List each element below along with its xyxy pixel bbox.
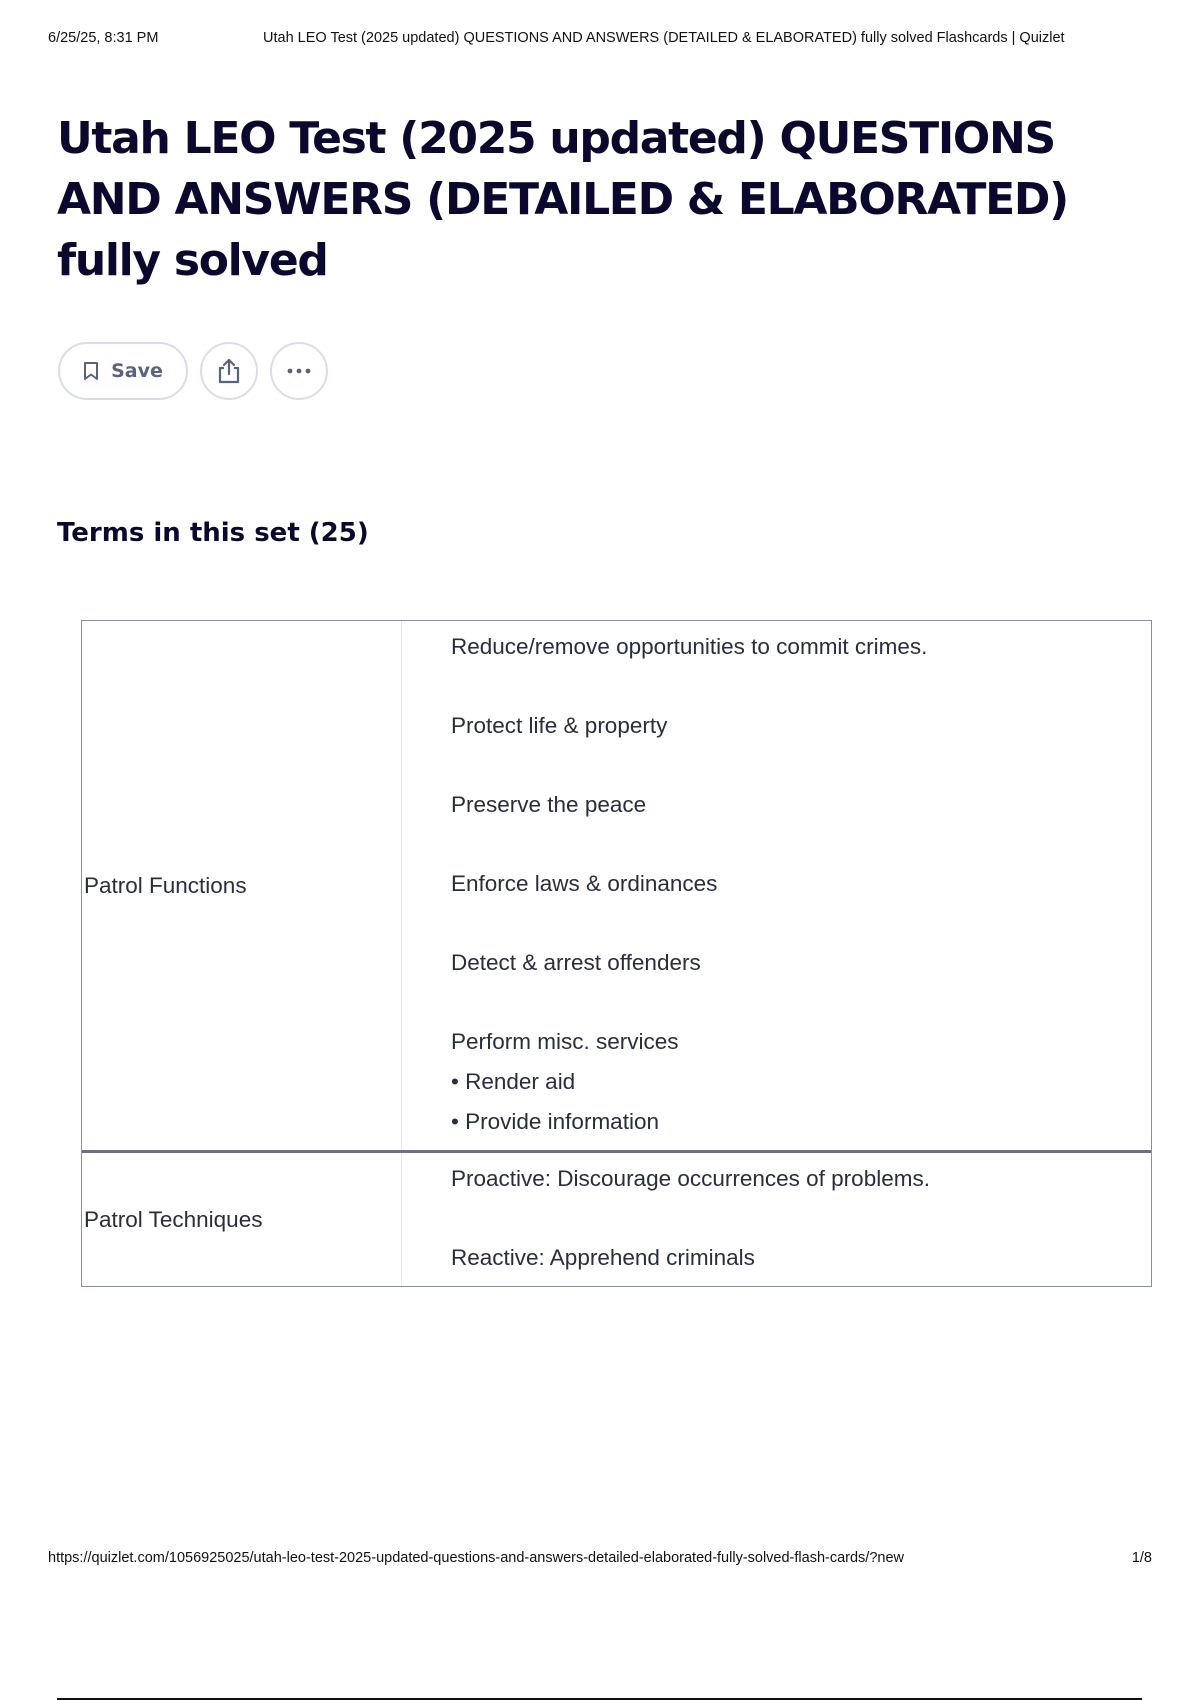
term-row <box>82 621 1151 1150</box>
term-row <box>82 1150 1151 1286</box>
print-url: https://quizlet.com/1056925025/utah-leo-test-2025-updated-questions-and-answers-detailed-elaborated-fully-solved-flash-cards/?new <box>48 1550 904 1566</box>
definition-spacer <box>451 1199 1151 1238</box>
definition-spacer <box>451 667 1151 706</box>
definition-line: • Render aid <box>451 1069 576 1094</box>
terms-table <box>81 620 1152 1287</box>
definition-line: • Provide information <box>451 1109 659 1134</box>
save-button[interactable] <box>58 342 188 400</box>
page-title: Utah LEO Test (2025 updated) QUESTIONS AND ANSWERS (DETAILED & ELABORATED) fully solved <box>57 113 1068 286</box>
more-options-button[interactable] <box>270 342 328 400</box>
definition-line: Enforce laws & ordinances <box>451 871 718 896</box>
definition-cell <box>402 1153 1151 1286</box>
definition-line: Perform misc. services <box>451 1029 679 1054</box>
print-date: 6/25/25, 8:31 PM <box>48 30 159 46</box>
share-icon <box>216 357 242 385</box>
print-footer <box>48 1550 1152 1566</box>
definition-line: Reduce/remove opportunities to commit crimes. <box>451 634 928 659</box>
definition-line: Detect & arrest offenders <box>451 950 701 975</box>
definition-line: Preserve the peace <box>451 792 647 817</box>
share-button[interactable] <box>200 342 258 400</box>
definition-line: Protect life & property <box>451 713 668 738</box>
definition-spacer <box>451 825 1151 864</box>
print-header <box>48 30 1152 46</box>
definition-line: Proactive: Discourage occurrences of problems. <box>451 1166 930 1191</box>
definition-cell <box>402 621 1151 1150</box>
print-page-number: 1/8 <box>1131 1550 1152 1566</box>
definition-spacer <box>451 983 1151 1022</box>
definition-spacer <box>451 904 1151 943</box>
print-doc-title: Utah LEO Test (2025 updated) QUESTIONS AND ANSWERS (DETAILED & ELABORATED) fully solved Flashcards | Quizlet <box>263 30 1065 46</box>
terms-heading: Terms in this set (25) <box>57 518 369 548</box>
bookmark-icon <box>83 361 99 381</box>
term-text: Patrol Functions <box>82 621 402 1150</box>
more-options-icon <box>286 367 312 375</box>
definition-line: Reactive: Apprehend criminals <box>451 1245 755 1270</box>
term-text: Patrol Techniques <box>82 1153 402 1286</box>
save-button-label: Save <box>111 360 163 382</box>
definition-spacer <box>451 746 1151 785</box>
set-actions <box>58 342 328 400</box>
